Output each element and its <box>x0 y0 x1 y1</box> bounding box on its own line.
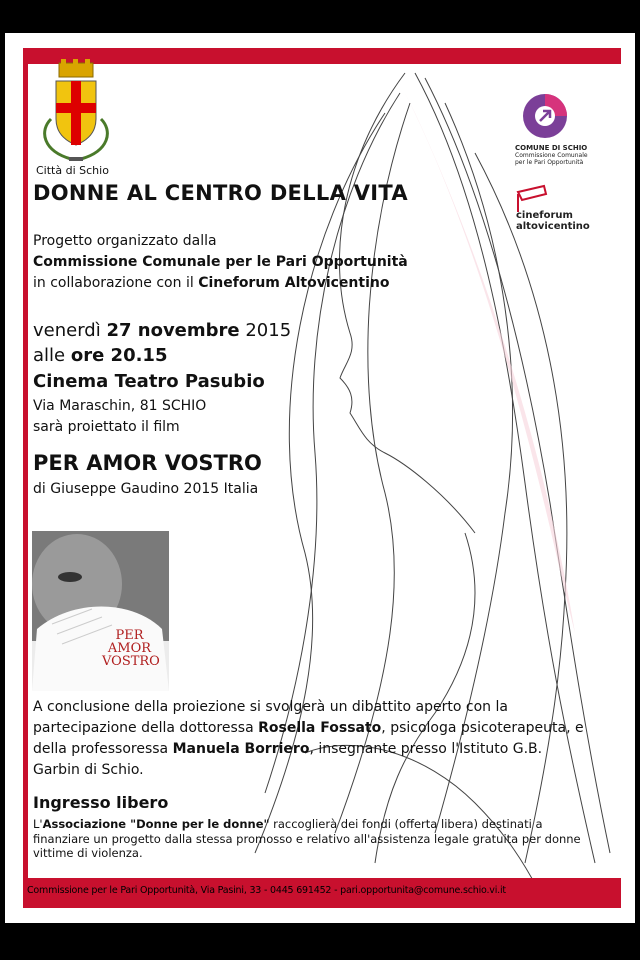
film-poster-title <box>102 628 160 669</box>
association-note <box>33 817 593 861</box>
page-title: DONNE AL CENTRO DELLA VITA <box>33 181 408 205</box>
event-venue: Cinema Teatro Pasubio <box>33 371 265 392</box>
assoc-bold: Associazione "Donne per le donne" <box>42 817 270 831</box>
event-time-pre: alle <box>33 345 71 366</box>
intro-line3-bold: Cineforum Altovicentino <box>198 275 390 291</box>
cineforum-logo-text <box>516 210 590 232</box>
ingresso-libero: Ingresso libero <box>33 793 169 812</box>
comune-logo-text <box>515 145 588 166</box>
assoc-rest: raccoglierà dei fondi (offerta libera) destinati a finanziare un progetto dalla stessa promosso e relativo all'assistenza legale gratuita per donne vittime di violenza. <box>33 817 581 860</box>
intro-line3-pre: in collaborazione con il <box>33 275 199 291</box>
poster <box>5 33 635 923</box>
city-name: Città di Schio <box>36 164 109 177</box>
film-poster-title-1: PER <box>115 628 144 643</box>
intro-line3 <box>33 273 389 294</box>
film-poster-image <box>32 509 169 691</box>
event-date <box>33 319 291 342</box>
event-time-bold: ore 20.15 <box>70 345 168 366</box>
debate-description <box>33 697 593 781</box>
film-poster-title-2: AMOR <box>107 641 152 656</box>
event-date-bold: 27 novembre <box>106 320 240 341</box>
event-address: Via Maraschin, 81 SCHIO <box>33 398 207 414</box>
intro-line1: Progetto organizzato dalla <box>33 233 217 249</box>
desc-name1: Rosella Fossato <box>258 720 382 736</box>
event-time <box>33 344 167 367</box>
cineforum-line1: cineforum <box>516 210 573 221</box>
city-crest-logo <box>31 59 121 179</box>
film-credits: di Giuseppe Gaudino 2015 Italia <box>33 481 259 497</box>
desc-part3: , insegnante presso l'Istituto G.B. Garbin di Schio. <box>33 741 543 778</box>
comune-line3: per le Pari Opportunità <box>515 159 584 166</box>
cineforum-line2: altovicentino <box>516 221 590 232</box>
event-year: 2015 <box>239 320 292 341</box>
event-day: venerdì <box>33 320 107 341</box>
desc-part2: , psicologa psicoterapeuta, e della professoressa <box>33 720 584 757</box>
film-title: PER AMOR VOSTRO <box>33 451 262 475</box>
comune-line1: COMUNE DI SCHIO <box>515 144 588 152</box>
footer-contact: Commissione per le Pari Opportunità, Via Pasini, 33 - 0445 691452 - pari.opportunita@comune.schio.vi.it <box>27 885 506 896</box>
event-note: sarà proiettato il film <box>33 419 180 435</box>
desc-name2: Manuela Borriero <box>172 741 310 757</box>
desc-part1: A conclusione della proiezione si svolgerà un dibattito aperto con la partecipazione della dottoressa <box>33 699 508 736</box>
assoc-pre: L' <box>33 817 43 831</box>
intro-line2: Commissione Comunale per le Pari Opportunità <box>33 254 408 270</box>
comune-line2: Commissione Comunale <box>515 152 588 159</box>
film-poster-title-3: VOSTRO <box>102 654 160 669</box>
